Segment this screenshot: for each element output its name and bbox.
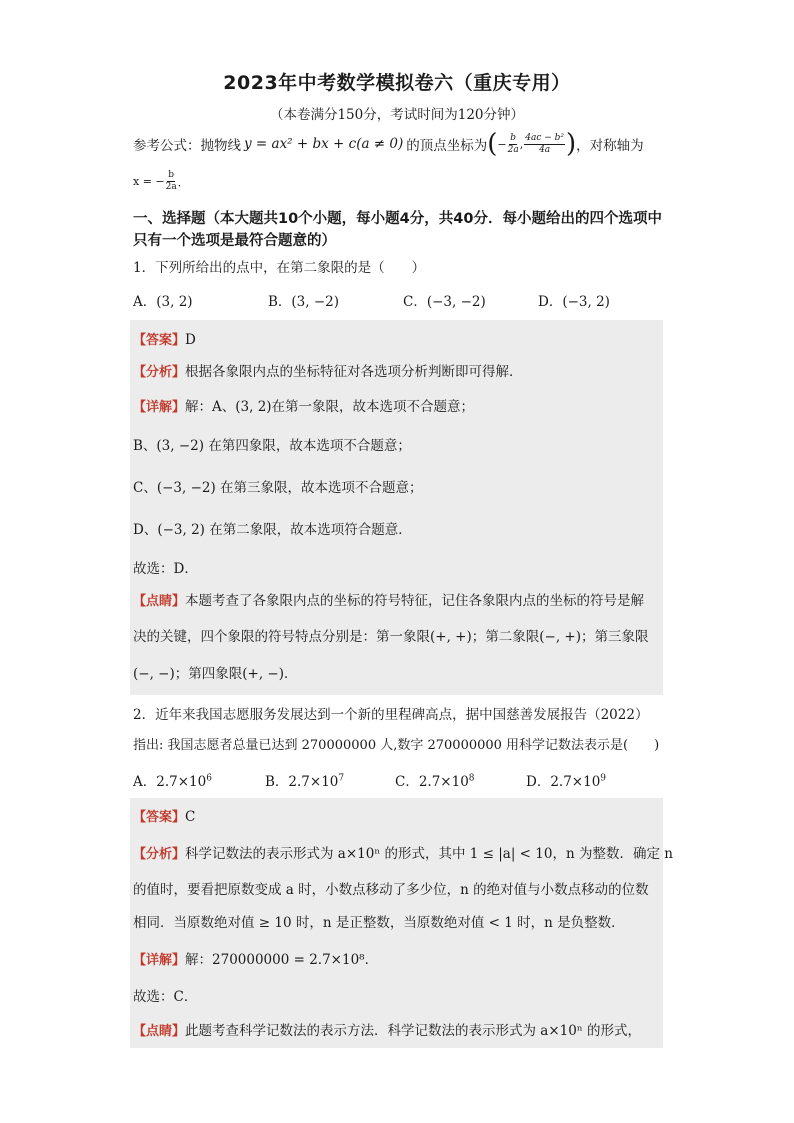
vertex-x-fraction bbox=[508, 133, 519, 156]
answer-value: D bbox=[185, 332, 196, 348]
page-subtitle: （本卷满分150分，考试时间为120分钟） bbox=[269, 107, 525, 123]
vertex-y-den: 4a bbox=[539, 144, 551, 155]
analysis-text: 科学记数法的表示形式为 a×10ⁿ 的形式，其中 1 ≤ |a| < 10，n 为整数．确定 n bbox=[185, 846, 673, 862]
detail-text: 解：A、(3, 2)在第一象限，故本选项不合题意； bbox=[185, 399, 475, 415]
question-2-stem-2: 指出: 我国志愿者总量已达到 270000000 人,数字 270000000 用科学记数法表示是( ) bbox=[133, 738, 660, 753]
formula-equation: y = ax² + bx + c(a ≠ 0) bbox=[244, 136, 404, 152]
q2-analysis-1 bbox=[133, 842, 673, 862]
axis-end: ． bbox=[177, 175, 189, 189]
q1-detail-b: B、(3, −2) 在第四象限，故本选项不合题意； bbox=[133, 438, 411, 454]
q2-option-b-label: B．2.7×10 bbox=[265, 774, 339, 790]
vertex-y-num: 4ac − b² bbox=[525, 132, 564, 143]
q1-detail-c: C、(−3, −2) 在第三象限，故本选项不合题意； bbox=[133, 480, 423, 496]
axis-den: 2a bbox=[165, 182, 177, 192]
q1-detail bbox=[133, 395, 474, 415]
section-heading: 一、选择题（本大题共10个小题，每小题4分，共40分．每小题给出的四个选项中只有一个选项是最符合题意的） bbox=[133, 211, 662, 249]
detail-tag: 【详解】 bbox=[133, 953, 186, 968]
q2-analysis-2: 的值时，要看把原数变成 a 时，小数点移动了多少位，n 的绝对值与小数点移动的位数 bbox=[133, 882, 649, 898]
q2-choose: 故选：C． bbox=[133, 989, 198, 1005]
q2-option-b bbox=[265, 770, 395, 790]
q2-comment bbox=[133, 1019, 641, 1039]
q2-option-c-exp: 8 bbox=[468, 773, 475, 784]
q1-comment-3: (−, −)；第四象限(+, −)． bbox=[133, 666, 298, 682]
answer-tag: 【答案】 bbox=[133, 810, 186, 825]
q1-choose: 故选：D． bbox=[133, 561, 198, 577]
q2-detail bbox=[133, 948, 378, 968]
analysis-text: 根据各象限内点的坐标特征对各选项分析判断即可得解． bbox=[185, 364, 523, 380]
q2-option-d bbox=[526, 770, 606, 790]
q2-option-a-label: A．2.7×10 bbox=[133, 774, 207, 790]
axis-fraction bbox=[166, 170, 177, 193]
q2-option-c bbox=[395, 770, 526, 790]
q1-option-d: D．(−3, 2) bbox=[538, 294, 610, 310]
axis-formula bbox=[133, 170, 189, 193]
q2-option-a-exp: 6 bbox=[206, 773, 212, 784]
q2-analysis-3: 相同．当原数绝对值 ≥ 10 时，n 是正整数，当原数绝对值 < 1 时，n 是负整数． bbox=[133, 915, 625, 931]
vertex-x-den: 2a bbox=[507, 144, 519, 155]
answer-tag: 【答案】 bbox=[133, 333, 186, 348]
comment-tag: 【点睛】 bbox=[133, 1024, 186, 1039]
q2-option-d-label: D．2.7×10 bbox=[526, 774, 601, 790]
question-1-stem: 1．下列所给出的点中，在第二象限的是（ ） bbox=[133, 260, 426, 276]
formula-line: 参考公式：抛物线 y = ax² + bx + c(a ≠ 0) 的顶点坐标为 ( − $\frac{b}{2a}$ , $\frac{\text{4ac − b²}}{4a}$ ) ，对称轴为 bbox=[133, 129, 644, 159]
question-1-options bbox=[133, 290, 673, 310]
formula-prefix: 参考公式：抛物线 bbox=[133, 138, 241, 154]
right-paren: ) bbox=[566, 129, 577, 159]
vertex-y-fraction bbox=[524, 133, 565, 156]
question-2-options bbox=[133, 770, 673, 790]
question-2-stem-1: 2．近年来我国志愿服务发展达到一个新的里程碑高点，据中国慈善发展报告（2022） bbox=[133, 707, 649, 723]
page-title: 2023年中考数学模拟卷六（重庆专用） bbox=[223, 72, 571, 94]
comment-text: 此题考查科学记数法的表示方法．科学记数法的表示形式为 a×10ⁿ 的形式， bbox=[185, 1023, 641, 1039]
formula-mid: 的顶点坐标为 bbox=[406, 138, 488, 154]
q1-detail-d: D、(−3, 2) 在第二象限，故本选项符合题意． bbox=[133, 522, 412, 538]
analysis-tag: 【分析】 bbox=[133, 847, 186, 862]
q2-option-a bbox=[133, 770, 265, 790]
formula-suffix: ，对称轴为 bbox=[576, 138, 644, 154]
q1-option-b: B．(3, −2) bbox=[268, 294, 340, 310]
vertex-x-num: b bbox=[510, 132, 517, 143]
q1-option-a: A．(3, 2) bbox=[133, 294, 193, 310]
axis-num: b bbox=[168, 170, 175, 180]
answer-value: C bbox=[185, 809, 196, 825]
q1-answer bbox=[133, 329, 196, 348]
comment-tag: 【点睛】 bbox=[133, 594, 186, 609]
q1-option-c: C．(−3, −2) bbox=[403, 294, 486, 310]
q2-option-b-exp: 7 bbox=[338, 773, 345, 784]
q2-option-c-label: C．2.7×10 bbox=[395, 774, 469, 790]
axis-prefix: x = − bbox=[133, 175, 165, 188]
detail-tag: 【详解】 bbox=[133, 400, 186, 415]
comment-text: 本题考查了各象限内点的坐标的符号特征，记住各象限内点的坐标的符号是解 bbox=[185, 593, 645, 609]
q1-analysis bbox=[133, 360, 523, 380]
q2-option-d-exp: 9 bbox=[600, 773, 607, 784]
q1-comment-1 bbox=[133, 589, 644, 609]
analysis-tag: 【分析】 bbox=[133, 365, 186, 380]
detail-text: 解：270000000 = 2.7×10⁸． bbox=[185, 952, 379, 968]
q2-answer bbox=[133, 806, 195, 825]
q1-comment-2: 决的关键，四个象限的符号特点分别是：第一象限(+, +)；第二象限(−, +)；第三象限 bbox=[133, 629, 649, 645]
left-paren: ( bbox=[487, 129, 498, 159]
